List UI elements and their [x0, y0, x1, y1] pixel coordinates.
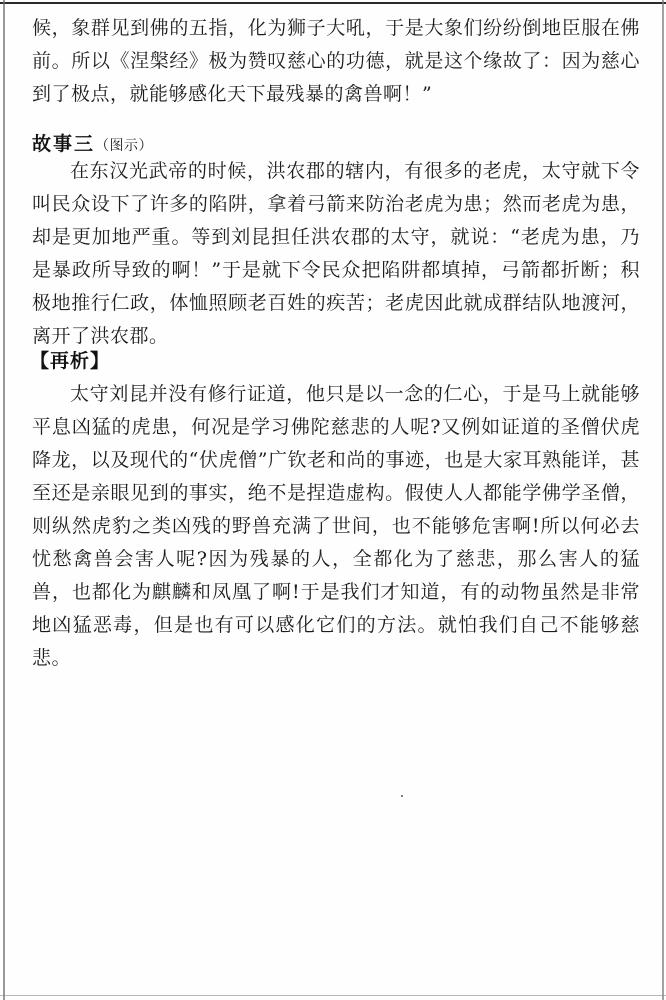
story-paragraph: 在东汉光武帝的时候，洪农郡的辖内，有很多的老虎，太守就下令叫民众设下了许多的陷阱，拿着弓箭来防治老虎为患；然而老虎为患，却是更加地严重。等到刘昆担任洪农郡的太守，就说：“老虎为患，乃是暴政所导致的啊！”于是就下令民众把陷阱都填掉，弓箭都折断；积极地推行仁政，体恤照顾老百姓的疾苦；老虎因此就成群结队地渡河，离开了洪农郡。	[32, 160, 640, 347]
left-scan-edge	[3, 0, 5, 1000]
analysis-paragraph: 太守刘昆并没有修行证道，他只是以一念的仁心，于是马上就能够平息凶猛的虎患，何况是学习佛陀慈悲的人呢?又例如证道的圣僧伏虎降龙，以及现代的“伏虎僧”广钦老和尚的事迹，也是大家耳熟能详，甚至还是亲眼见到的事实，绝不是捏造虚构。假使人人都能学佛学圣僧，则纵然虎豹之类凶残的野兽充满了世间，也不能够危害啊!所以何必去忧愁禽兽会害人呢?因为残暴的人，全都化为了慈悲，那么害人的猛兽，也都化为麒麟和凤凰了啊!于是我们才知道，有的动物虽然是非常地凶猛恶毒，但是也有可以感化它们的方法。就怕我们自己不能够慈悲。	[32, 383, 640, 669]
top-scan-border	[0, 2, 666, 4]
continuation-paragraph: 候，象群见到佛的五指，化为狮子大吼，于是大象们纷纷倒地臣服在佛前。所以《涅槃经》极为赞叹慈心的功德，就是这个缘故了：因为慈心到了极点，就能够感化天下最残暴的禽兽啊！”	[32, 17, 640, 105]
scan-speck	[401, 795, 403, 797]
right-scan-edge	[662, 0, 664, 1000]
analysis-heading: 【再析】	[30, 350, 111, 372]
story-heading	[32, 129, 153, 156]
bottom-scan-edge	[0, 995, 666, 996]
story-note: （图示）	[95, 138, 154, 154]
story-title: 故事三	[32, 133, 96, 155]
